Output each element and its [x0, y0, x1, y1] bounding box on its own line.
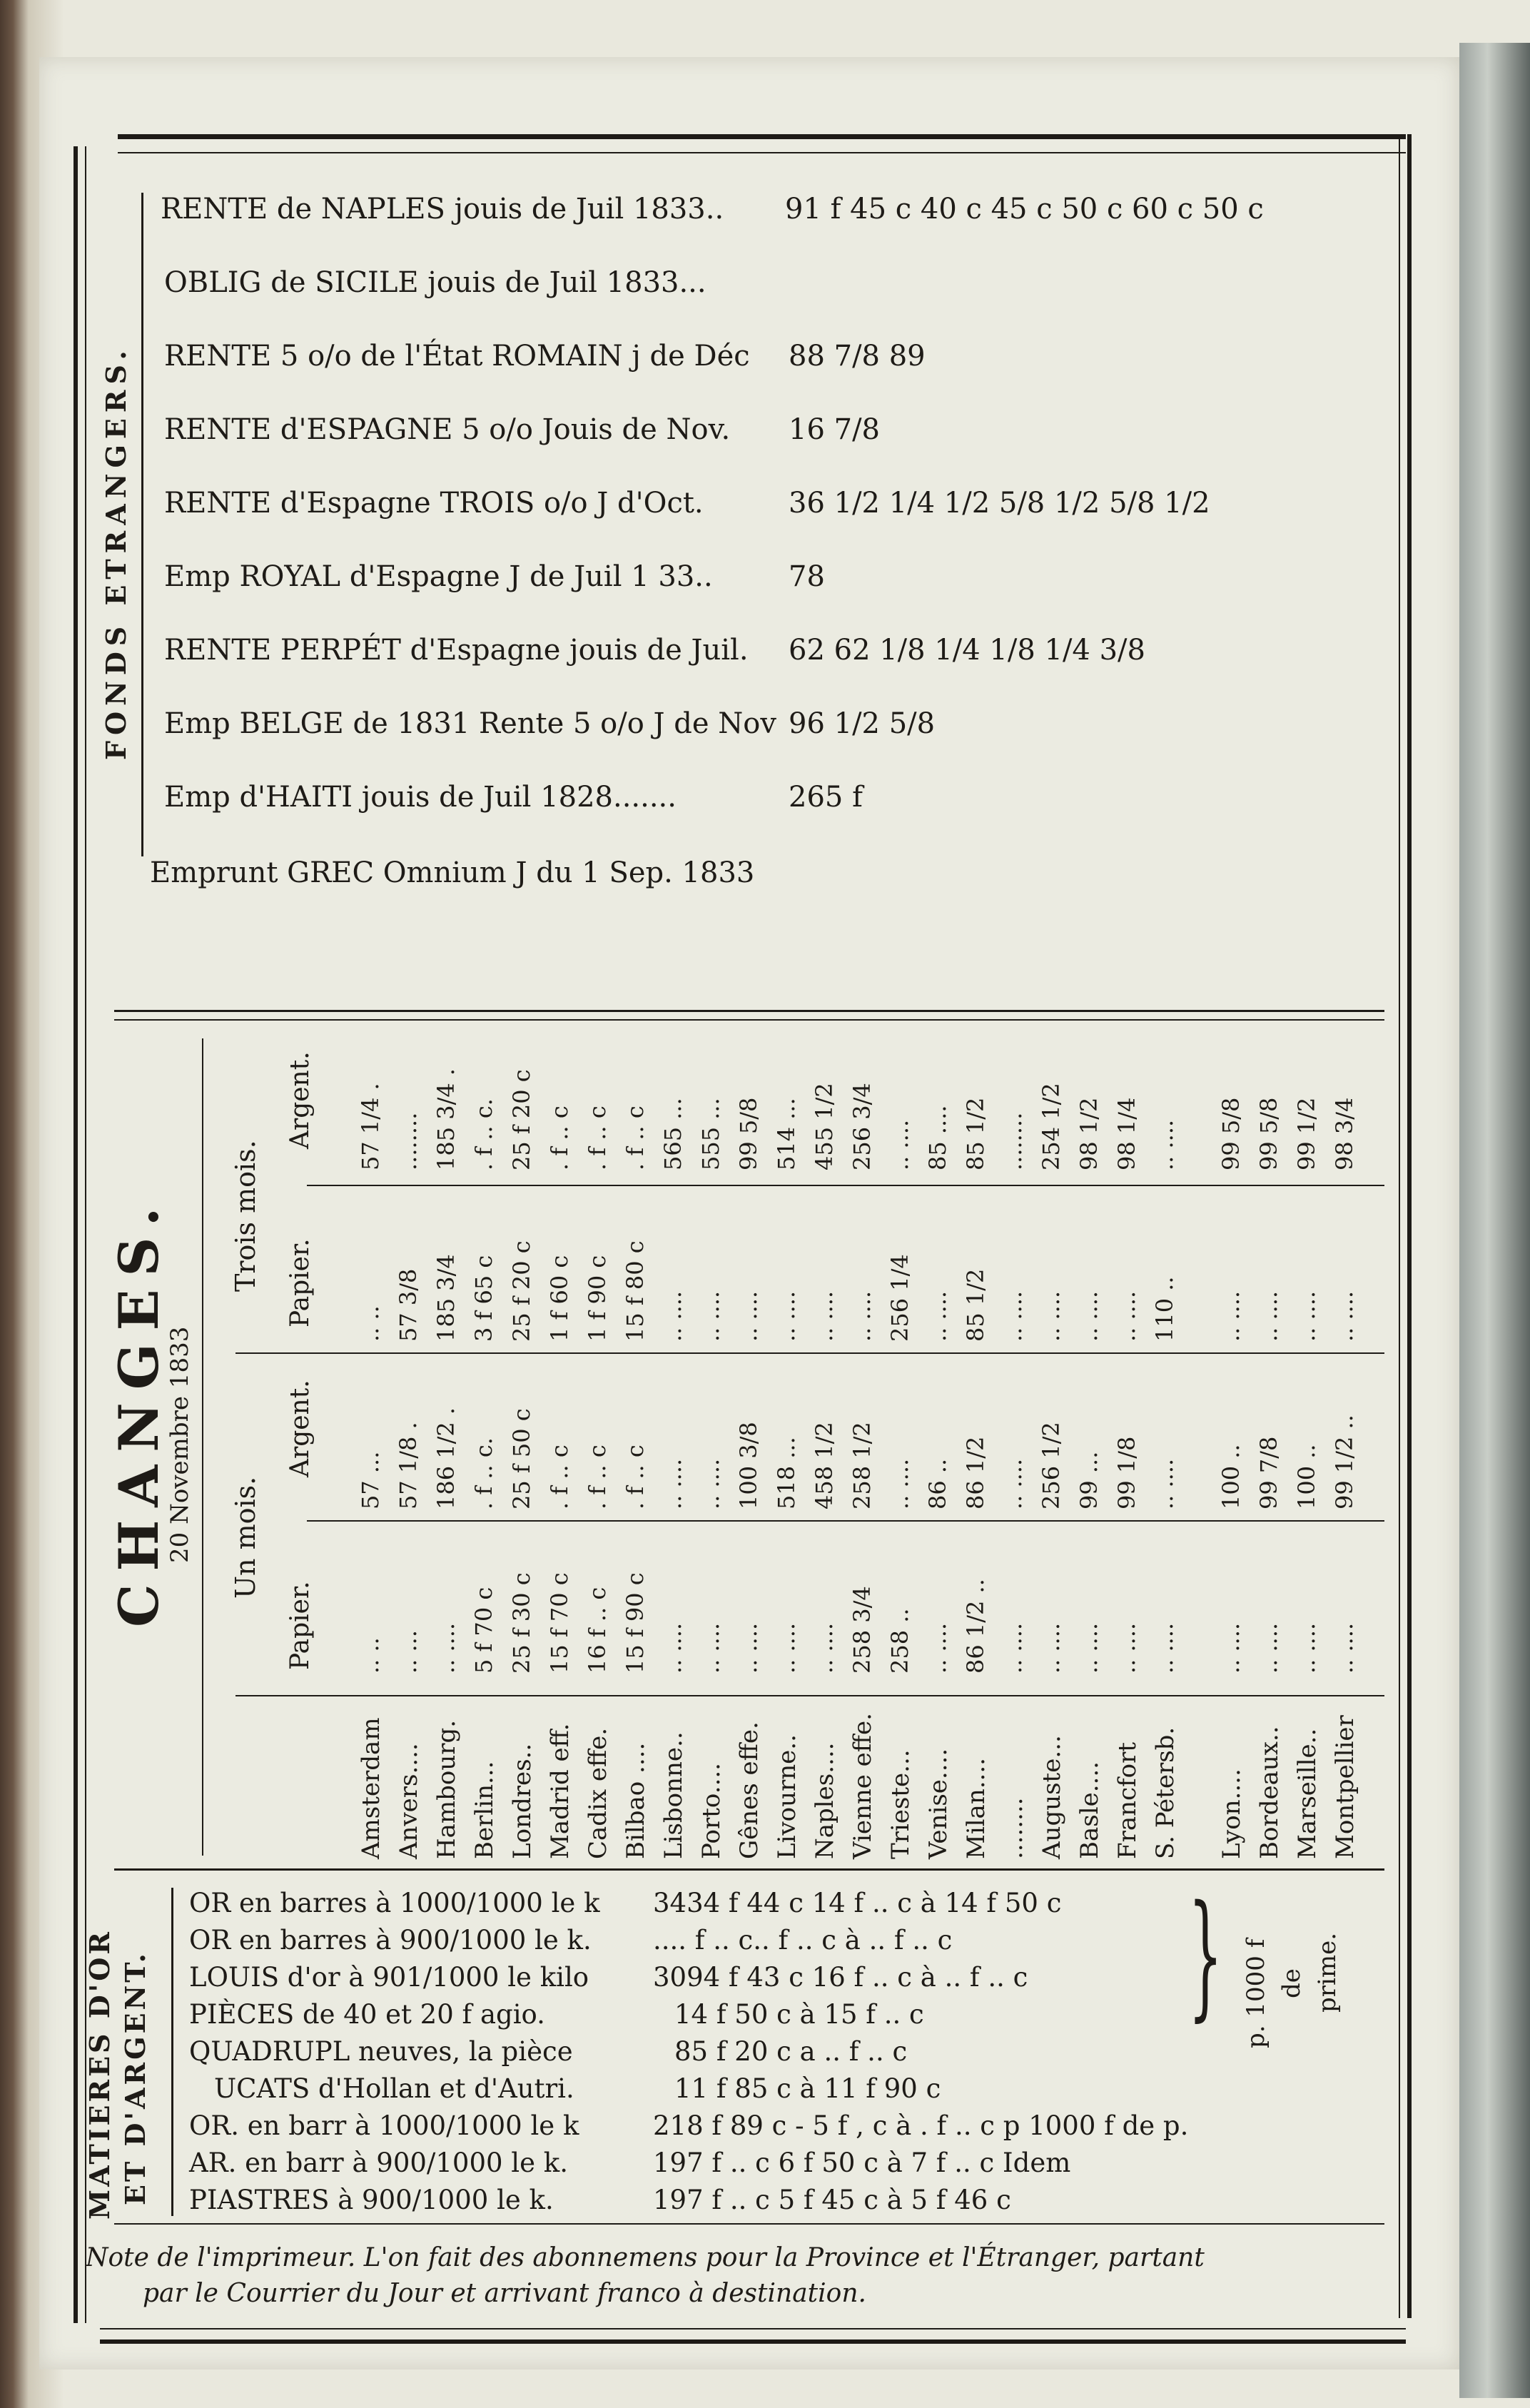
change-um-papier: 15 f 90 c: [622, 1572, 649, 1674]
change-city: Livourne..: [773, 1734, 801, 1859]
change-um-argent: 99 ...: [1075, 1451, 1103, 1509]
change-tm-argent: 99 5/8: [1217, 1097, 1245, 1170]
change-um-argent: . f .. c.: [470, 1437, 497, 1509]
fonds-name: RENTE d'ESPAGNE 5 o/o Jouis de Nov.: [164, 413, 731, 446]
change-tm-argent: 254 1/2: [1038, 1083, 1065, 1170]
change-tm-argent: 98 1/2: [1075, 1097, 1103, 1170]
change-um-papier: .. ....: [1255, 1622, 1282, 1674]
fonds-name: Emp ROYAL d'Espagne J de Juil 1 33..: [164, 560, 713, 593]
change-tm-argent: . f .. c.: [470, 1098, 497, 1170]
change-tm-argent: 555 ...: [697, 1098, 724, 1170]
frame-bottom-rule: [100, 2328, 1406, 2344]
change-tm-argent: 185 3/4 .: [432, 1068, 460, 1170]
matiere-name: OR en barres à 900/1000 le k.: [189, 1925, 592, 1956]
emprunt-grec: Emprunt GREC Omnium J du 1 Sep. 1833: [150, 856, 755, 889]
change-tm-papier: 15 f 80 c: [622, 1240, 649, 1342]
prime-line-2: de: [1277, 1968, 1306, 1998]
change-um-argent: 100 ..: [1293, 1444, 1320, 1509]
change-um-papier: .. ....: [1000, 1622, 1027, 1674]
change-um-argent: 57 1/8 .: [395, 1422, 422, 1509]
change-tm-argent: 256 3/4: [848, 1083, 876, 1170]
change-tm-argent: ........: [1000, 1112, 1027, 1170]
matiere-values: 3434 f 44 c 14 f .. c à 14 f 50 c: [653, 1888, 1062, 1918]
change-um-argent: .. ....: [659, 1458, 687, 1509]
change-tm-papier: .. ....: [811, 1290, 838, 1342]
change-tm-papier: .. ....: [1331, 1290, 1358, 1342]
change-tm-argent: 98 1/4: [1113, 1097, 1140, 1170]
right-brace: }: [1188, 1876, 1223, 2034]
matiere-values: 14 f 50 c à 15 f .. c: [674, 1999, 924, 2030]
change-um-argent: 25 f 50 c: [508, 1408, 535, 1509]
change-tm-argent: . f .. c: [622, 1106, 649, 1170]
change-um-papier: 258 3/4: [848, 1586, 876, 1674]
change-um-papier: .. ....: [432, 1622, 460, 1674]
change-um-papier: .. ....: [924, 1622, 951, 1674]
matiere-name: QUADRUPL neuves, la pièce: [189, 2036, 573, 2067]
change-tm-papier: .. ....: [1000, 1290, 1027, 1342]
changes-date: 20 Novembre 1833: [166, 1326, 194, 1563]
change-tm-papier: .. ....: [1217, 1290, 1245, 1342]
change-um-papier: 25 f 30 c: [508, 1572, 535, 1674]
change-um-argent: .. ....: [1151, 1458, 1178, 1509]
change-city: Montpellier: [1331, 1715, 1359, 1859]
change-tm-argent: .. ....: [886, 1119, 913, 1170]
change-um-argent: 186 1/2 .: [432, 1407, 460, 1509]
change-um-papier: .. ....: [811, 1622, 838, 1674]
change-city: Vienne effe.: [848, 1713, 877, 1859]
change-tm-papier: .. ....: [1113, 1290, 1140, 1342]
matieres-label-2: ET D'ARGENT.: [119, 1951, 151, 2205]
change-city: Bordeaux..: [1255, 1726, 1284, 1859]
fonds-values: 78: [789, 560, 825, 593]
change-city: Milan....: [962, 1758, 991, 1859]
change-tm-argent: . f .. c: [584, 1106, 611, 1170]
change-tm-papier: .. ....: [1038, 1290, 1065, 1342]
change-tm-papier: .. ....: [1075, 1290, 1103, 1342]
change-tm-argent: .. ....: [1151, 1119, 1178, 1170]
change-city: Anvers....: [395, 1743, 423, 1859]
change-um-papier: .. ....: [1331, 1622, 1358, 1674]
change-um-papier: .. ....: [773, 1622, 800, 1674]
change-tm-argent: 85 1/2: [962, 1097, 989, 1170]
change-city: Berlin...: [470, 1761, 499, 1859]
change-um-papier: 5 f 70 c: [470, 1587, 497, 1674]
frame-right-rule: [1399, 134, 1412, 2318]
change-um-papier: .. ....: [659, 1622, 687, 1674]
prime-line-1: p. 1000 f: [1242, 1938, 1270, 2048]
change-tm-argent: 99 5/8: [1255, 1097, 1282, 1170]
change-tm-papier: 57 3/8: [395, 1268, 422, 1342]
change-um-papier: .. ....: [735, 1622, 762, 1674]
change-um-argent: .. ....: [886, 1458, 913, 1509]
change-um-papier: .. ....: [1075, 1622, 1103, 1674]
trois-mois-header: Trois mois.: [230, 1140, 261, 1292]
change-tm-papier: .. ....: [773, 1290, 800, 1342]
cities-divider: [235, 1695, 1384, 1696]
change-city: Trieste...: [886, 1749, 915, 1859]
change-city: Lisbonne..: [659, 1731, 688, 1859]
matiere-name: UCATS d'Hollan et d'Autri.: [214, 2073, 574, 2104]
change-city: Naples....: [811, 1742, 839, 1859]
matiere-values: 218 f 89 c - 5 f , c à . f .. c p 1000 f de p.: [653, 2110, 1189, 2141]
change-um-papier: .. ....: [1038, 1622, 1065, 1674]
book-edge-right: [1459, 43, 1530, 2398]
change-tm-papier: 1 f 60 c: [546, 1255, 573, 1342]
fonds-values: 91 f 45 c 40 c 45 c 50 c 60 c 50 c: [785, 193, 1264, 226]
fonds-name: RENTE 5 o/o de l'État ROMAIN j de Déc: [164, 340, 750, 373]
change-city: Marseille..: [1293, 1728, 1322, 1859]
change-um-argent: .. ....: [1000, 1458, 1027, 1509]
prime-line-3: prime.: [1313, 1932, 1342, 2013]
matiere-values: 197 f .. c 6 f 50 c à 7 f .. c Idem: [653, 2148, 1071, 2178]
change-um-papier: .. ....: [1113, 1622, 1140, 1674]
fonds-etrangers-label: FONDS ETRANGERS.: [100, 345, 132, 760]
matiere-name: OR en barres à 1000/1000 le k: [189, 1888, 600, 1918]
change-tm-argent: 455 1/2: [811, 1083, 838, 1170]
fonds-name: Emp BELGE de 1831 Rente 5 o/o J de Nov: [164, 707, 776, 740]
change-um-papier: 15 f 70 c: [546, 1572, 573, 1674]
change-um-papier: .. ...: [395, 1629, 422, 1674]
matiere-values: 85 f 20 c a .. f .. c: [674, 2036, 908, 2067]
change-city: Basle....: [1075, 1761, 1104, 1859]
change-um-argent: 100 3/8: [735, 1422, 762, 1509]
change-city: Auguste...: [1038, 1735, 1066, 1859]
change-city: Lyon....: [1217, 1769, 1246, 1859]
printer-note-line-2: par le Courrier du Jour et arrivant franco à destination.: [143, 2279, 866, 2308]
change-um-papier: .. ....: [1293, 1622, 1320, 1674]
matiere-name: AR. en barr à 900/1000 le k.: [189, 2148, 568, 2178]
trois-un-divider: [235, 1352, 1384, 1354]
matiere-name: LOUIS d'or à 901/1000 le kilo: [189, 1962, 589, 1993]
change-um-argent: 99 7/8: [1255, 1436, 1282, 1509]
change-um-argent: 518 ...: [773, 1437, 800, 1509]
change-tm-papier: 25 f 20 c: [508, 1240, 535, 1342]
fonds-values: 62 62 1/8 1/4 1/8 1/4 3/8: [789, 634, 1145, 667]
tm-sub-divider: [307, 1185, 1384, 1186]
section-rule-thin: [114, 1019, 1384, 1021]
fonds-bracket-rule: [141, 193, 143, 856]
change-um-argent: . f .. c: [546, 1445, 573, 1509]
change-um-papier: 86 1/2 ..: [962, 1579, 989, 1674]
change-um-papier: .. ..: [357, 1637, 384, 1674]
change-city: Francfort: [1113, 1741, 1142, 1859]
fonds-values: 36 1/2 1/4 1/2 5/8 1/2 5/8 1/2: [789, 487, 1210, 520]
change-tm-argent: 514 ...: [773, 1098, 800, 1170]
change-city: Amsterdam: [357, 1717, 385, 1859]
change-tm-papier: 85 1/2: [962, 1268, 989, 1342]
change-city: Hambourg.: [432, 1719, 461, 1859]
change-tm-argent: 25 f 20 c: [508, 1069, 535, 1170]
fonds-name: OBLIG de SICILE jouis de Juil 1833...: [164, 266, 706, 299]
section-rule-2: [114, 1868, 1384, 1871]
change-um-argent: 57 ...: [357, 1451, 384, 1509]
matiere-values: 3094 f 43 c 16 f .. c à .. f .. c: [653, 1962, 1028, 1993]
fonds-values: 16 7/8: [789, 413, 880, 446]
change-um-argent: 99 1/8: [1113, 1436, 1140, 1509]
change-um-argent: 258 1/2: [848, 1422, 876, 1509]
change-tm-argent: 85 ....: [924, 1105, 951, 1170]
change-um-argent: 99 1/2 ..: [1331, 1415, 1358, 1509]
change-tm-papier: .. ....: [848, 1290, 876, 1342]
fonds-name: RENTE de NAPLES jouis de Juil 1833..: [161, 193, 724, 226]
matieres-bracket-rule: [171, 1888, 173, 2216]
fonds-name: RENTE d'Espagne TROIS o/o J d'Oct.: [164, 487, 704, 520]
change-um-argent: . f .. c: [584, 1445, 611, 1509]
change-um-papier: .. ....: [1217, 1622, 1245, 1674]
change-tm-argent: 99 1/2: [1293, 1097, 1320, 1170]
change-tm-argent: 99 5/8: [735, 1097, 762, 1170]
change-tm-papier: .. ....: [1293, 1290, 1320, 1342]
matiere-values: 197 f .. c 5 f 45 c à 5 f 46 c: [653, 2185, 1011, 2215]
change-tm-papier: .. ....: [659, 1290, 687, 1342]
change-tm-papier: 1 f 90 c: [584, 1255, 611, 1342]
fonds-values: 88 7/8 89: [789, 340, 926, 373]
change-city: Gênes effe.: [735, 1721, 764, 1859]
matiere-values: .... f .. c.. f .. c à .. f .. c: [653, 1925, 953, 1956]
change-tm-argent: ........: [395, 1112, 422, 1170]
change-tm-papier: .. ....: [1255, 1290, 1282, 1342]
matiere-name: PIÈCES de 40 et 20 f agio.: [189, 1999, 545, 2030]
change-um-argent: 100 ..: [1217, 1444, 1245, 1509]
matiere-values: 11 f 85 c à 11 f 90 c: [674, 2073, 941, 2104]
change-tm-papier: 185 3/4: [432, 1254, 460, 1342]
note-rule: [114, 2223, 1384, 2225]
change-um-argent: 458 1/2: [811, 1422, 838, 1509]
um-papier-header: Papier.: [285, 1581, 315, 1670]
change-um-argent: .. ....: [697, 1458, 724, 1509]
tm-papier-header: Papier.: [285, 1238, 315, 1327]
fonds-values: 96 1/2 5/8: [789, 707, 936, 740]
um-sub-divider: [307, 1520, 1384, 1522]
fonds-name: Emp d'HAITI jouis de Juil 1828.......: [164, 781, 677, 814]
change-um-argent: . f .. c: [622, 1445, 649, 1509]
change-city: Cadix effe.: [584, 1727, 612, 1859]
change-um-papier: 16 f .. c: [584, 1587, 611, 1674]
tm-argent-header: Argent.: [285, 1051, 315, 1149]
change-city: Porto....: [697, 1763, 726, 1859]
fonds-values: 265 f: [789, 781, 863, 814]
change-city: Madrid eff.: [546, 1723, 574, 1859]
change-tm-papier: .. ....: [697, 1290, 724, 1342]
change-tm-argent: . f .. c: [546, 1106, 573, 1170]
change-tm-papier: 3 f 65 c: [470, 1255, 497, 1342]
change-tm-papier: .. ..: [357, 1305, 384, 1342]
frame-top-rule: [118, 134, 1406, 153]
change-um-papier: .. ....: [697, 1622, 724, 1674]
un-mois-header: Un mois.: [230, 1476, 261, 1599]
change-tm-papier: 110 ..: [1151, 1276, 1178, 1342]
printer-note-line-1: Note de l'imprimeur. L'on fait des abonnemens pour la Province et l'Étranger, partant: [86, 2243, 1205, 2272]
change-tm-papier: 256 1/4: [886, 1254, 913, 1342]
matiere-name: PIASTRES à 900/1000 le k.: [189, 2185, 554, 2215]
change-um-argent: 256 1/2: [1038, 1422, 1065, 1509]
change-city: Venise....: [924, 1748, 953, 1859]
change-tm-argent: 98 3/4: [1331, 1097, 1358, 1170]
change-city: Londres..: [508, 1743, 537, 1859]
matiere-name: OR. en barr à 1000/1000 le k: [189, 2110, 579, 2141]
change-um-argent: 86 1/2: [962, 1436, 989, 1509]
change-tm-argent: 57 1/4 .: [357, 1083, 384, 1170]
changes-title: CHANGES.: [107, 1194, 171, 1627]
change-um-papier: 258 ..: [886, 1608, 913, 1674]
change-um-argent: 86 ..: [924, 1458, 951, 1509]
change-city: S. Pétersb.: [1151, 1726, 1180, 1859]
change-tm-argent: 565 ...: [659, 1098, 687, 1170]
change-city: Bilbao ....: [622, 1742, 650, 1859]
matieres-label-1: MATIERES D'OR: [83, 1929, 116, 2220]
fonds-name: RENTE PERPÉT d'Espagne jouis de Juil.: [164, 634, 749, 667]
change-city: ........: [1000, 1797, 1028, 1859]
change-tm-papier: .. ....: [735, 1290, 762, 1342]
change-um-papier: .. ....: [1151, 1622, 1178, 1674]
change-tm-papier: .. ....: [924, 1290, 951, 1342]
um-argent-header: Argent.: [285, 1380, 315, 1477]
changes-rule-left: [202, 1038, 203, 1856]
section-rule: [114, 1010, 1384, 1012]
